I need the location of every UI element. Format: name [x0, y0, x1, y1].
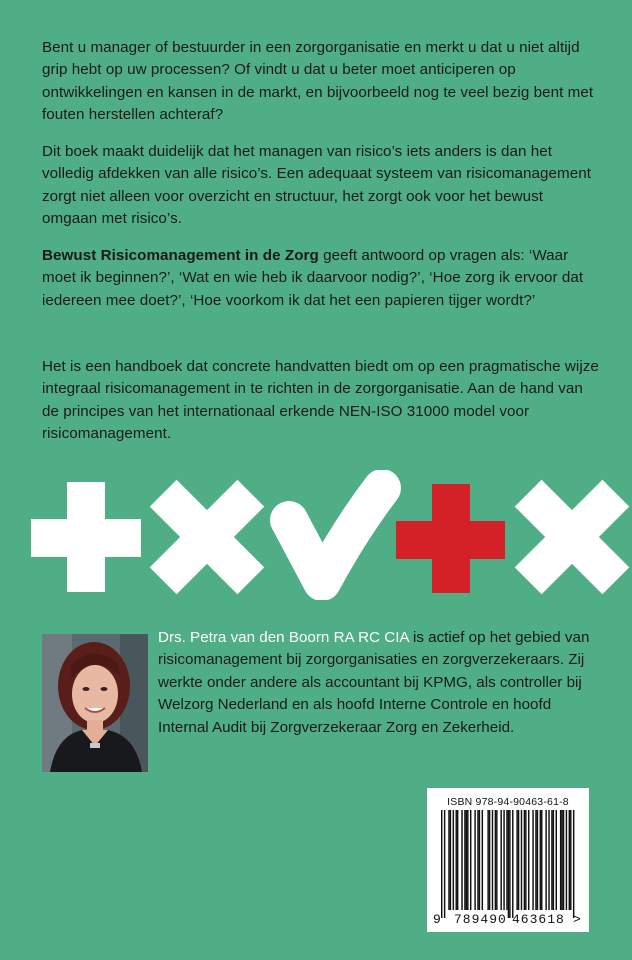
cross-icon-right — [484, 470, 632, 600]
author-bio-text: is actief op het gebied van risicomanagement bij zorgorganisaties en zorgverzekeraars. Zij werkte onder andere als accountant bij KPMG, als controller bij Welzorg Nederland en als hoofd Interne Controle en hoofd Internal Audit bij Zorgverzekeraar Zorg en Zekerheid. — [158, 629, 590, 736]
barcode-bar — [474, 810, 475, 910]
barcode-bar — [508, 810, 509, 918]
barcode-bar — [525, 810, 526, 910]
barcode-bar — [518, 810, 519, 910]
barcode-bar — [509, 810, 510, 918]
barcode-bar — [545, 810, 546, 910]
barcode-bar — [532, 810, 533, 910]
intro-paragraph-3 — [42, 245, 602, 312]
isbn-label: ISBN 978-94-90463-61-8 — [447, 796, 569, 808]
barcode-bar — [441, 810, 442, 918]
intro-paragraph-2: Dit boek maakt duidelijk dat het managen van risico’s iets anders is dan het volledig afdekken van alle risico’s. Een adequaat systeem van risicomanagement zorgt niet alleen voor overzicht en structuur, het zorgt ook voor het bewust omgaan met risico’s. — [42, 143, 591, 228]
intro-paragraph-1: Bent u manager of bestuurder in een zorgorganisatie en merkt u dat u niet altijd grip hebt op uw processen? Of vindt u dat u beter moet anticiperen op ontwikkelingen en kansen in de markt, en bijvoorbeeld nog te veel bezig bent met fouten herstellen achteraf? — [42, 39, 594, 124]
barcode-bar — [477, 810, 478, 910]
barcode-bar — [495, 810, 496, 910]
barcode-bar — [573, 810, 574, 918]
barcode-bar — [461, 810, 462, 910]
barcode-bar — [444, 810, 445, 918]
barcode-bar — [540, 810, 541, 910]
barcode-bar — [482, 810, 483, 910]
barcode-digit-first: 9 — [433, 912, 441, 927]
barcode — [427, 788, 589, 932]
author-bio — [158, 627, 598, 739]
barcode-bar — [512, 810, 513, 918]
barcode-bar — [524, 810, 525, 910]
barcode-digits-right: 463618 — [512, 912, 565, 927]
barcode-bar — [553, 810, 554, 910]
barcode-bar — [470, 810, 471, 910]
barcode-bar — [467, 810, 468, 910]
barcode-bar — [516, 810, 517, 910]
barcode-bar — [487, 810, 488, 910]
barcode-bar — [521, 810, 522, 910]
symbols-row — [0, 470, 632, 600]
barcode-bar — [466, 810, 467, 910]
author-name: Drs. Petra van den Boorn RA RC CIA — [158, 629, 409, 646]
barcode-bar — [569, 810, 570, 910]
intro-paragraph-4: Het is een handboek dat concrete handvatten biedt om op een pragmatische wijze integraal risicomanagement in te richten in de zorgorganisatie. Aan de hand van de principes van het internationaal erkende NEN-ISO 31000 model voor risicomanagement. — [42, 358, 599, 443]
barcode-bar — [479, 810, 480, 910]
barcode-bar — [489, 810, 490, 910]
barcode-bar — [560, 810, 561, 910]
plus-icon-red — [396, 484, 505, 593]
barcode-bar — [537, 810, 538, 910]
check-icon — [289, 488, 382, 582]
barcode-bar — [503, 810, 504, 910]
plus-icon — [31, 482, 141, 592]
barcode-bar — [551, 810, 552, 910]
barcode-bar — [464, 810, 465, 910]
barcode-digits-left: 789490 — [454, 912, 507, 927]
barcode-bar — [448, 810, 449, 910]
barcode-bar — [450, 810, 451, 910]
author-photo — [42, 634, 148, 772]
barcode-bar — [566, 810, 567, 910]
barcode-bar — [556, 810, 557, 910]
barcode-bar — [456, 810, 457, 910]
barcode-bar — [563, 810, 564, 910]
barcode-bar — [561, 810, 562, 910]
barcode-bar — [457, 810, 458, 910]
barcode-bar — [492, 810, 493, 910]
barcode-bar — [541, 810, 542, 910]
barcode-bar — [453, 810, 454, 910]
barcode-bar — [500, 810, 501, 910]
barcode-bar — [535, 810, 536, 910]
intro-paragraph-3-text: geeft antwoord op vragen als: ‘Waar moet ik beginnen?’, ‘Wat en wie heb ik daarvoor nodig?’, ‘Hoe zorg ik ervoor dat iedereen mee doet?’, ‘Hoe voorkom ik dat het een papieren tijger wordt?’ — [42, 247, 584, 309]
barcode-bar — [570, 810, 571, 910]
barcode-bar — [506, 810, 507, 910]
barcode-bar — [528, 810, 529, 910]
barcode-arrow: > — [573, 912, 581, 927]
barcode-bar — [548, 810, 549, 910]
cross-icon — [119, 470, 294, 600]
book-title-inline: Bewust Risicomanagement in de Zorg — [42, 247, 319, 264]
barcode-bar — [496, 810, 497, 910]
barcode-bars — [427, 788, 589, 932]
